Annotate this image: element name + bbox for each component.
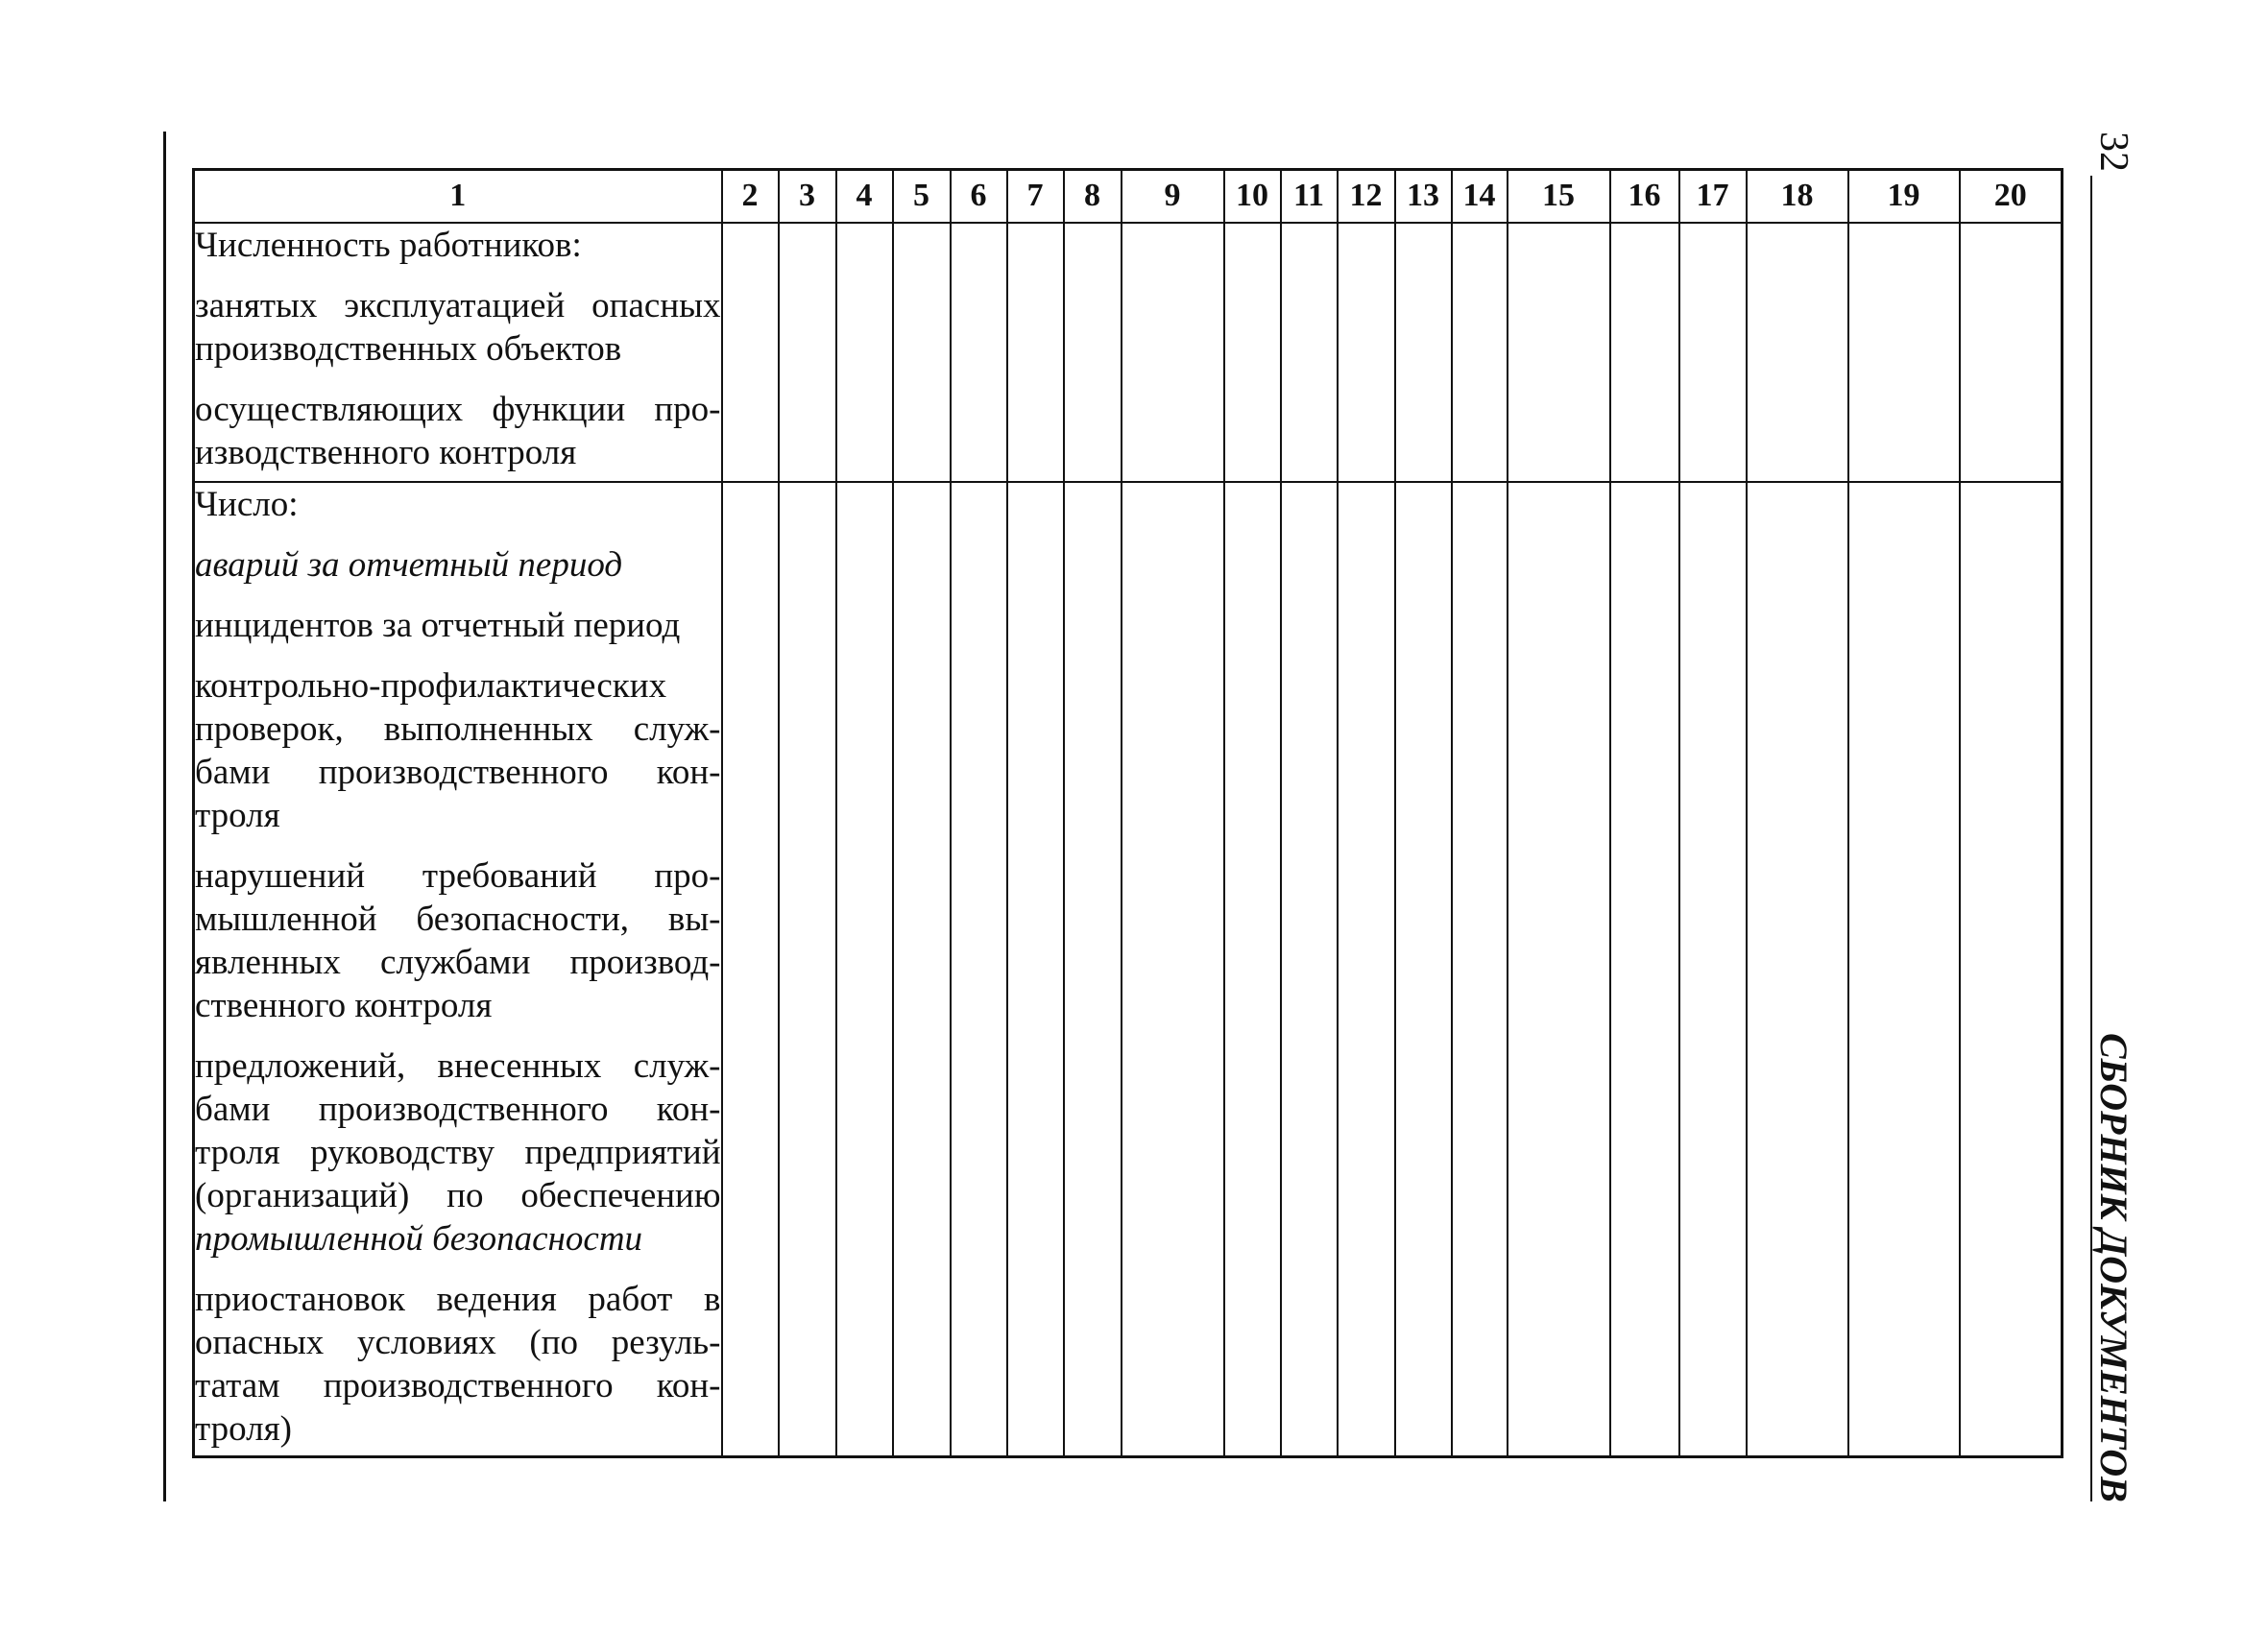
empty-cell: [1848, 223, 1960, 482]
empty-cell: [1395, 482, 1452, 1457]
empty-cell: [1960, 482, 2063, 1457]
empty-cell: [1395, 223, 1452, 482]
text-line: занятых эксплуатацией опасных: [195, 285, 721, 325]
column-header-15: 15: [1508, 170, 1610, 223]
row-label-paragraph: [195, 604, 721, 647]
empty-cell: [1848, 482, 1960, 1457]
empty-cell: [1338, 482, 1395, 1457]
column-header-17: 17: [1679, 170, 1747, 223]
row-label-paragraph: [195, 1045, 721, 1261]
row-label-paragraph: [195, 664, 721, 837]
empty-cell: [1224, 482, 1281, 1457]
empty-cell: [1122, 482, 1224, 1457]
text-line: (организаций) по обеспечению: [195, 1175, 721, 1215]
running-title: СБОРНИК ДОКУМЕНТОВ: [2092, 1033, 2135, 1502]
text-line: бами производственного кон-: [195, 752, 721, 792]
text-line: осуществляющих функции про-: [195, 389, 721, 429]
text-line: проверок, выполненных служ-: [195, 708, 721, 749]
text-line: Численность работников:: [195, 225, 582, 265]
empty-cell: [893, 482, 951, 1457]
empty-cell: [1007, 223, 1064, 482]
text-line: бами производственного кон-: [195, 1089, 721, 1129]
row-label-paragraph: [195, 854, 721, 1027]
column-header-6: 6: [951, 170, 1007, 223]
empty-cell: [722, 482, 779, 1457]
empty-cell: [1338, 223, 1395, 482]
column-header-12: 12: [1338, 170, 1395, 223]
row-label-paragraph: [195, 483, 721, 526]
empty-cell: [1452, 482, 1508, 1457]
empty-cell: [893, 223, 951, 482]
report-table: [192, 168, 2063, 1458]
text-line: мышленной безопасности, вы-: [195, 899, 721, 939]
column-header-11: 11: [1281, 170, 1338, 223]
text-line: татам производственного кон-: [195, 1365, 721, 1405]
empty-cell: [1122, 223, 1224, 482]
empty-cell: [836, 482, 893, 1457]
row-label-paragraph: [195, 543, 721, 587]
column-header-18: 18: [1747, 170, 1848, 223]
column-header-8: 8: [1064, 170, 1122, 223]
empty-cell: [779, 482, 836, 1457]
empty-cell: [1064, 223, 1122, 482]
empty-cell: [1747, 482, 1848, 1457]
empty-cell: [779, 223, 836, 482]
column-header-14: 14: [1452, 170, 1508, 223]
text-line: троля): [195, 1408, 292, 1449]
row-label-paragraph: [195, 1278, 721, 1451]
empty-cell: [1281, 223, 1338, 482]
table-row: [194, 223, 2063, 482]
empty-cell: [722, 223, 779, 482]
column-header-7: 7: [1007, 170, 1064, 223]
text-line: опасных условиях (по резуль-: [195, 1322, 721, 1362]
column-header-5: 5: [893, 170, 951, 223]
row-label-paragraph: [195, 224, 721, 267]
empty-cell: [1679, 482, 1747, 1457]
text-line: Число:: [195, 484, 299, 524]
column-header-2: 2: [722, 170, 779, 223]
column-header-3: 3: [779, 170, 836, 223]
empty-cell: [836, 223, 893, 482]
row-label-cell: [194, 482, 722, 1457]
empty-cell: [1007, 482, 1064, 1457]
empty-cell: [1224, 223, 1281, 482]
column-header-1: 1: [194, 170, 722, 223]
page-number: 32: [2091, 132, 2135, 172]
header-row: [194, 170, 2063, 223]
column-header-13: 13: [1395, 170, 1452, 223]
left-margin-rule: [163, 132, 166, 1501]
table-row: [194, 482, 2063, 1457]
text-line: троля руководству предприятий: [195, 1132, 721, 1172]
column-header-9: 9: [1122, 170, 1224, 223]
empty-cell: [1960, 223, 2063, 482]
empty-cell: [1508, 223, 1610, 482]
empty-cell: [1679, 223, 1747, 482]
empty-cell: [951, 482, 1007, 1457]
text-line: предложений, внесенных служ-: [195, 1045, 721, 1086]
text-line: инцидентов за отчетный период: [195, 605, 681, 645]
text-line: аварий за отчетный период: [195, 544, 623, 585]
text-line: контрольно-профилактических: [195, 665, 667, 706]
empty-cell: [1747, 223, 1848, 482]
empty-cell: [951, 223, 1007, 482]
column-header-10: 10: [1224, 170, 1281, 223]
row-label-paragraph: [195, 284, 721, 371]
text-line: явленных службами производ-: [195, 942, 721, 982]
column-header-16: 16: [1610, 170, 1679, 223]
column-header-4: 4: [836, 170, 893, 223]
row-label-cell: [194, 223, 722, 482]
column-header-19: 19: [1848, 170, 1960, 223]
empty-cell: [1508, 482, 1610, 1457]
column-header-20: 20: [1960, 170, 2063, 223]
empty-cell: [1064, 482, 1122, 1457]
empty-cell: [1610, 482, 1679, 1457]
text-line: приостановок ведения работ в: [195, 1279, 721, 1319]
row-label-paragraph: [195, 388, 721, 474]
text-line: нарушений требований про-: [195, 855, 721, 896]
text-line: производственных объектов: [195, 328, 622, 369]
empty-cell: [1452, 223, 1508, 482]
text-line: промышленной безопасности: [195, 1218, 643, 1259]
text-line: троля: [195, 795, 280, 835]
empty-cell: [1281, 482, 1338, 1457]
empty-cell: [1610, 223, 1679, 482]
text-line: ственного контроля: [195, 985, 493, 1025]
text-line: изводственного контроля: [195, 432, 577, 472]
